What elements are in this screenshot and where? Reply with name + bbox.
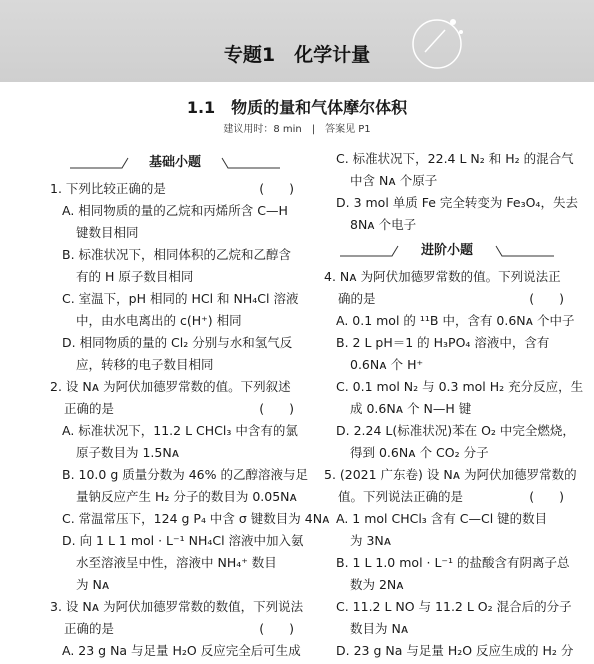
line-text: 5. (2021 广东卷) 设 Nᴀ 为阿伏加德罗常数的 — [324, 467, 577, 482]
question-line — [324, 266, 570, 288]
section-title: 1.1 物质的量和气体摩尔体积 — [186, 98, 408, 117]
question-line — [50, 288, 300, 310]
question-line — [50, 596, 304, 618]
question-line — [50, 464, 308, 486]
question-line — [324, 398, 570, 420]
question-line — [50, 486, 300, 508]
advanced-heading: 进阶小题 — [324, 236, 570, 266]
question-line — [324, 486, 570, 508]
line-text: 正确的是 — [64, 621, 115, 636]
question-line — [50, 266, 300, 288]
question-line — [50, 618, 300, 640]
line-text: B. 10.0 g 质量分数为 46% 的乙醇溶液与足 — [62, 467, 308, 482]
heading-left-ornament-icon — [70, 156, 130, 170]
question-line — [50, 508, 330, 530]
line-text: 原子数目为 1.5Nᴀ — [76, 445, 180, 460]
line-text: 水至溶液呈中性，溶液中 NH₄⁺ 数目 — [76, 555, 277, 570]
question-line — [324, 508, 570, 530]
question-line — [324, 530, 570, 552]
question-line — [50, 222, 300, 244]
left-question-list — [50, 178, 330, 662]
question-line — [324, 310, 575, 332]
question-line — [50, 442, 300, 464]
line-text: 4. Nᴀ 为阿伏加德罗常数的值。下列说法正 — [324, 269, 561, 284]
line-text: A. 23 g Na 与足量 H₂O 反应完全后可生成 — [62, 643, 301, 658]
question-line — [50, 420, 300, 442]
line-text: 成 0.6Nᴀ 个 N—H 键 — [350, 401, 472, 416]
line-text: D. 向 1 L 1 mol · L⁻¹ NH₄Cl 溶液中加入氨 — [62, 533, 304, 548]
line-text: 应，转移的电子数目相同 — [76, 357, 214, 372]
line-text: 值。下列说法正确的是 — [338, 489, 464, 504]
question-line — [50, 574, 300, 596]
question-line — [324, 170, 570, 192]
question-line — [324, 148, 574, 170]
line-text: 2. 设 Nᴀ 为阿伏加德罗常数的值。下列叙述 — [50, 379, 291, 394]
question-line — [324, 618, 570, 640]
question-line — [50, 398, 300, 420]
section-meta: 建议用时：8 min | 答案见 P1 — [223, 124, 371, 135]
line-text: A. 标准状况下，11.2 L CHCl₃ 中含有的氯 — [62, 423, 298, 438]
answer-blank: ( ) — [529, 489, 564, 504]
right-column — [324, 148, 584, 662]
question-line — [324, 288, 570, 310]
line-text: 正确的是 — [64, 401, 115, 416]
line-text: 为 Nᴀ — [76, 577, 110, 592]
question-line — [50, 376, 300, 398]
question-line — [324, 442, 570, 464]
line-text: B. 标准状况下，相同体积的乙烷和乙醇含 — [62, 247, 292, 262]
question-line — [324, 332, 570, 354]
heading-right-ornament-icon — [220, 156, 280, 170]
heading-left-ornament-icon — [340, 244, 400, 258]
line-text: B. 1 L 1.0 mol · L⁻¹ 的盐酸含有阴离子总 — [336, 555, 570, 570]
line-text: 确的是 — [338, 291, 376, 306]
line-text: A. 0.1 mol 的 ¹¹B 中，含有 0.6Nᴀ 个中子 — [336, 313, 575, 328]
question-line — [50, 552, 300, 574]
question-line — [50, 244, 300, 266]
line-text: A. 相同物质的量的乙烷和丙烯所含 C—H — [62, 203, 288, 218]
line-text: C. 常温常压下，124 g P₄ 中含 σ 键数目为 4Nᴀ — [62, 511, 330, 526]
question-line — [324, 376, 584, 398]
question-line — [324, 574, 570, 596]
question-line — [324, 420, 575, 442]
left-column — [50, 148, 330, 662]
question-line — [324, 464, 577, 486]
line-text: 中，由水电离出的 c(H⁺) 相同 — [76, 313, 242, 328]
answer-blank: ( ) — [259, 181, 294, 196]
line-text: 8Nᴀ 个电子 — [350, 217, 417, 232]
answer-blank: ( ) — [259, 621, 294, 636]
question-line — [324, 552, 570, 574]
question-line — [50, 354, 300, 376]
line-text: 3. 设 Nᴀ 为阿伏加德罗常数的数值，下列说法 — [50, 599, 304, 614]
question-line — [50, 332, 300, 354]
basic-heading: 基础小题 — [50, 148, 300, 178]
line-text: 为 3Nᴀ — [350, 533, 392, 548]
line-text: 键数目相同 — [76, 225, 139, 240]
question-line — [50, 530, 304, 552]
question-line — [50, 178, 300, 200]
line-text: C. 标准状况下，22.4 L N₂ 和 H₂ 的混合气 — [336, 151, 574, 166]
line-text: 中含 Nᴀ 个原子 — [350, 173, 438, 188]
question-line — [50, 310, 300, 332]
line-text: D. 相同物质的量的 Cl₂ 分别与水和氢气反 — [62, 335, 293, 350]
question-line — [324, 192, 578, 214]
question-line — [50, 200, 300, 222]
question-line — [50, 640, 300, 662]
chapter-title: 专题1 化学计量 — [223, 44, 371, 66]
line-text: D. 23 g Na 与足量 H₂O 反应生成的 H₂ 分 — [336, 643, 574, 658]
line-text: 数为 2Nᴀ — [350, 577, 404, 592]
heading-right-ornament-icon — [494, 244, 554, 258]
question-line — [324, 214, 570, 236]
answer-blank: ( ) — [259, 401, 294, 416]
line-text: D. 2.24 L(标准状况)苯在 O₂ 中完全燃烧， — [336, 423, 575, 438]
line-text: B. 2 L pH＝1 的 H₃PO₄ 溶液中，含有 — [336, 335, 550, 350]
line-text: 数目为 Nᴀ — [350, 621, 409, 636]
line-text: 1. 下列比较正确的是 — [50, 181, 166, 196]
line-text: 得到 0.6Nᴀ 个 CO₂ 分子 — [350, 445, 489, 460]
line-text: C. 室温下，pH 相同的 HCl 和 NH₄Cl 溶液 — [62, 291, 299, 306]
question-line — [324, 354, 570, 376]
chapter-banner — [0, 0, 594, 82]
line-text: 有的 H 原子数目相同 — [76, 269, 194, 284]
answer-blank: ( ) — [529, 291, 564, 306]
line-text: C. 11.2 L NO 与 11.2 L O₂ 混合后的分子 — [336, 599, 572, 614]
question-line — [324, 640, 574, 662]
question-line — [324, 596, 570, 618]
line-text: A. 1 mol CHCl₃ 含有 C—Cl 键的数目 — [336, 511, 548, 526]
line-text: C. 0.1 mol N₂ 与 0.3 mol H₂ 充分反应，生 — [336, 379, 584, 394]
line-text: 0.6Nᴀ 个 H⁺ — [350, 357, 424, 372]
right-question-list — [324, 266, 584, 662]
line-text: 量钠反应产生 H₂ 分子的数目为 0.05Nᴀ — [76, 489, 297, 504]
line-text: D. 3 mol 单质 Fe 完全转变为 Fe₃O₄，失去 — [336, 195, 578, 210]
right-continued-options — [324, 148, 578, 236]
